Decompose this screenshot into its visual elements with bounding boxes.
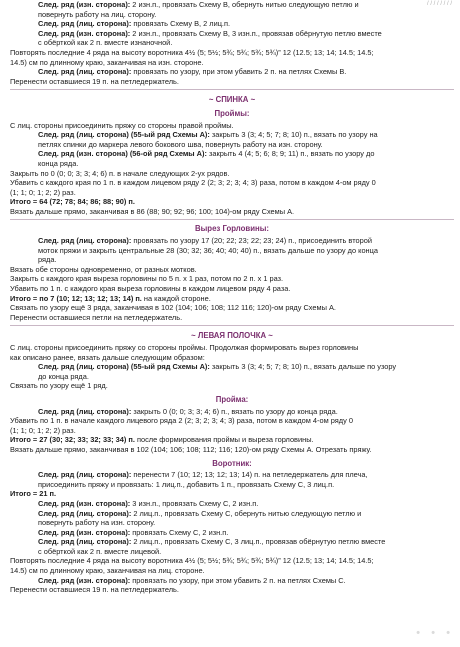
instruction-line: с обёрткой как 2 п. вместе изнаночной. — [38, 38, 173, 48]
instruction-line: моток пряжи и закрыть центральные 28 (30; 32; 36; 40; 40; 40) п., вязать дальше по узору до конца — [38, 245, 378, 255]
instruction-line: Итого = по 7 (10; 12; 13; 12; 13; 14) п. на каждой стороне. — [10, 293, 211, 303]
instruction-line: Итого = 64 (72; 78; 84; 86; 88; 90) п. — [10, 197, 135, 207]
proima-section — [10, 407, 454, 455]
page-corner-mark: / / / / / / / / — [426, 1, 452, 7]
instruction-line: След. ряд (лиц. сторона): 2 лиц.п., провязать Схему С, обернуть нитью следующую петлю и — [38, 508, 362, 518]
vyrez-heading: Вырез Горловины: — [195, 224, 269, 234]
instruction-line: След. ряд (лиц. сторона): провязать по узору, при этом убавить 2 п. на петлях Схемы В. — [38, 67, 347, 77]
instruction-line: Вязать дальше прямо, заканчивая в 86 (88; 90; 92; 96; 100; 104)-ом ряду Схемы А. — [10, 206, 295, 216]
spinka-section — [10, 121, 454, 217]
spinka-heading: ~ СПИНКА ~ — [208, 95, 256, 105]
instruction-line: С лиц. стороны присоединить пряжу со стороны проймы. Продолжая формировать вырез горловины — [10, 343, 359, 352]
instruction-line: (1; 1; 0; 1; 2; 2) раз. — [10, 425, 76, 435]
section-divider — [10, 219, 454, 220]
instruction-line: с обёрткой как 2 п. вместе лицевой. — [38, 546, 162, 556]
instruction-line: присоединить пряжу и провязать: 1 лиц.п., добавить 1 п., провязать Схему С, 3 лиц.п. — [38, 479, 335, 489]
instruction-line: повернуть работу на изн. сторону. — [38, 518, 156, 528]
instruction-line: След. ряд (изн. сторона) (56-ой ряд Схемы А): закрыть 4 (4; 5; 6; 8; 9; 11) п., вязать по узору до — [38, 149, 375, 159]
instruction-line: Перенести оставшиеся петли на петледержатель. — [10, 312, 183, 322]
instruction-line: повернуть работу на лиц. сторону. — [38, 9, 157, 19]
instruction-line: петлях спинки до маркера левого бокового шва, повернуть работу на изн. сторону. — [38, 139, 323, 149]
instruction-line: След. ряд (изн. сторона): провязать Схему С, 2 изн.п. — [38, 527, 229, 537]
instruction-line: Повторять последние 4 ряда на высоту воротника 4½ (5; 5½; 5¾; 5¾; 5¾; 5¾)” 12 (12.5; 13; 14; 14.5; 14.5; — [10, 556, 374, 566]
instruction-line: Перенести оставшиеся 19 п. на петледержатель. — [10, 76, 179, 86]
instruction-line: Связать по узору ещё 3 ряда, заканчивая в 102 (104; 106; 108; 112 116; 120)-ом ряду Схемы А. — [10, 303, 336, 313]
instruction-line: След. ряд (лиц. сторона): провязать по узору 17 (20; 22; 23; 22; 23; 24) п., присоединить второй — [38, 236, 372, 246]
instruction-line: След. ряд (лиц. сторона): закрыть 0 (0; 0; 3; 3; 4; 6) п., вязать по узору до конца ряда. — [38, 406, 338, 416]
instruction-line: Итого = 27 (30; 32; 33; 32; 33; 34) п. после формирования проймы и выреза горловины. — [10, 435, 314, 445]
instruction-line: След. ряд (изн. сторона): провязать по узору, при этом убавить 2 п. на петлях Схемы С. — [38, 575, 346, 585]
instruction-line: 14.5) см по длинному краю, заканчивая на изн. стороне. — [10, 57, 204, 67]
instruction-line: След. ряд (лиц. сторона) (55-ый ряд Схемы А): закрыть 3 (3; 4; 5; 7; 8; 10) п., вязать по узору на — [38, 130, 378, 140]
instruction-line: Убавить с каждого края по 1 п. в каждом лицевом ряду 2 (2; 3; 2; 3; 4; 3) раза, потом в каждом 4-ом ряду 0 — [10, 178, 376, 188]
instruction-line: Повторять последние 4 ряда на высоту воротника 4½ (5; 5½; 5¾; 5¾; 5¾; 5¾)” 12 (12.5; 13; 14; 14.5; 14.5; — [10, 47, 374, 57]
instruction-line: След. ряд (лиц. сторона): 2 лиц.п., провязать Схему С, 3 лиц.п., провязав обёрнутую петлю вместе — [38, 537, 386, 547]
instruction-line: как описано ранее, вязать дальше следующим образом: — [10, 352, 205, 362]
instruction-line: (1; 1; 0; 1; 2; 2) раз. — [10, 187, 76, 197]
instruction-line: След. ряд (лиц. сторона) (55-ый ряд Схемы А): закрыть 3 (3; 4; 5; 7; 8; 10) п., вязать дальше по узору — [38, 362, 397, 372]
instruction-line: След. ряд (лиц. сторона): провязать Схему В, 2 лиц.п. — [38, 19, 231, 29]
instruction-line: След. ряд (изн. сторона): 2 изн.п., провязать Схему В, 3 изн.п., провязав обёрнутую петлю вместе — [38, 28, 382, 38]
levaya-section — [10, 343, 454, 391]
vorotnik-section — [10, 470, 454, 595]
instruction-line: Закрыть по 0 (0; 0; 3; 3; 4; 6) п. в начале следующих 2-ух рядов. — [10, 168, 230, 178]
vyrez-section — [10, 236, 454, 322]
instruction-line: Перенести оставшиеся 19 п. на петледержатель. — [10, 585, 179, 595]
instruction-line: 14.5) см по длинному краю, заканчивая на лиц. стороне. — [10, 566, 205, 576]
instruction-line: ряда. — [38, 255, 57, 265]
proima-heading: Пройма: — [215, 394, 249, 404]
instruction-line: конца ряда. — [38, 158, 79, 168]
section-divider — [10, 325, 454, 326]
vorotnik-heading: Воротник: — [212, 458, 252, 468]
instruction-line: Закрыть с каждого края выреза горловины по 5 п. х 1 раз, потом по 2 п. х 1 раз. — [10, 274, 284, 284]
instruction-line: Вязать обе стороны одновременно, от разных мотков. — [10, 264, 197, 274]
instruction-line: Убавить по 1 п. с каждого края выреза горловины в каждом лицевом ряду 4 раза. — [10, 284, 291, 294]
instruction-line: След. ряд (лиц. сторона): перенести 7 (10; 12; 13; 12; 13; 14) п. на петледержатель для плеча, — [38, 470, 368, 480]
instruction-line: Связать по узору ещё 1 ряд. — [10, 381, 108, 391]
instruction-line: След. ряд (изн. сторона): 2 изн.п., провязать Схему В, обернуть нитью следующую петлю и — [38, 0, 359, 9]
instruction-line: Вязать дальше прямо, заканчивая в 102 (104; 106; 108; 112; 116; 120)-ом ряду Схемы А. Отрезать пряжу. — [10, 444, 372, 454]
watermark: · · · — [414, 618, 452, 647]
levaya-heading: ~ ЛЕВАЯ ПОЛОЧКА ~ — [191, 331, 273, 341]
proimy-heading: Проймы: — [214, 108, 250, 118]
instruction-line: до конца ряда. — [38, 371, 89, 381]
section-divider — [10, 89, 454, 90]
instruction-line: След. ряд (изн. сторона): 3 изн.п., провязать Схему С, 2 изн.п. — [38, 498, 259, 508]
intro-section — [10, 0, 454, 86]
instruction-line: Убавить по 1 п. в начале каждого лицевого ряда 2 (2; 3; 2; 3; 4; 3) раза, потом в каждом 4-ом ряду 0 — [10, 416, 353, 426]
instruction-line: Итого = 21 п. — [10, 489, 57, 499]
instruction-line: С лиц. стороны присоединить пряжу со стороны правой проймы. — [10, 120, 234, 130]
